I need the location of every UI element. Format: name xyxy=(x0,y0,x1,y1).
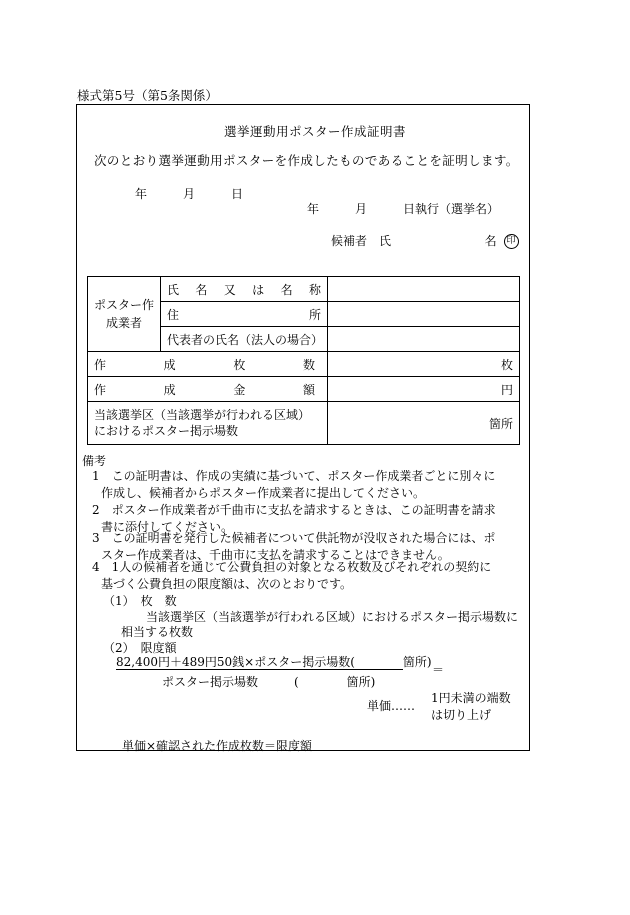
places-label-cell: 当該選挙区（当該選挙が行われる区域） におけるポスター掲示場数 xyxy=(88,402,328,445)
formula-numerator: 82,400円＋489円50銭×ポスター掲示場数( 箇所) xyxy=(116,655,432,669)
sub-item-limit-label: （2） 限度額 xyxy=(103,641,177,655)
address-value-cell[interactable] xyxy=(328,302,520,327)
formula-equals: ＝ xyxy=(432,663,445,677)
sub-item-count-text-1: 当該選挙区（当該選挙が行われる区域）におけるポスター掲示場数に xyxy=(146,610,519,624)
representative-value-cell[interactable] xyxy=(328,327,520,352)
limit-formula: 単価×確認された作成枚数＝限度額 xyxy=(122,739,313,753)
document-title: 選挙運動用ポスター作成証明書 xyxy=(223,124,406,139)
poster-maker-table xyxy=(87,276,520,445)
election-date-field[interactable]: 年 月 日執行（選挙名） xyxy=(307,202,500,216)
form-id: 様式第5号（第5条関係） xyxy=(77,88,218,103)
note-2: 2 ポスター作成業者が千曲市に支払を請求するときは、この証明書を請求 書に添付してください。 xyxy=(92,503,496,534)
count-label-cell: 作 成 枚 数 xyxy=(88,352,328,377)
note-4: 4 1人の候補者を通じて公費負担の対象となる枚数及びそれぞれの契約に 基づく公費負担の限度額は、次のとおりです。 xyxy=(92,560,492,591)
candidate-name-field[interactable] xyxy=(331,232,519,249)
name-value-cell[interactable] xyxy=(328,277,520,302)
representative-label-cell: 代表者の氏名（法人の場合） xyxy=(161,327,328,352)
amount-value-cell[interactable]: 円 xyxy=(328,377,520,402)
notes-title: 備考 xyxy=(82,454,107,468)
note-1: 1 この証明書は、作成の実績に基づいて、ポスター作成業者ごとに別々に 作成し、候補者からポスター作成業者に提出してください。 xyxy=(92,469,496,500)
address-label-cell: 住 所 xyxy=(161,302,328,327)
certification-statement: 次のとおり選挙運動用ポスターを作成したものであることを証明します。 xyxy=(94,153,519,168)
unit-price-label: 単価…… xyxy=(367,699,416,713)
sub-item-count-label: （1） 枚 数 xyxy=(103,594,177,608)
candidate-label: 候補者 氏 xyxy=(331,234,392,248)
sub-item-count-text-2: 相当する枚数 xyxy=(121,625,194,639)
name-label-cell: 氏 名 又 は 名 称 xyxy=(161,277,328,302)
note-3: 3 この証明書を発行した候補者について供託物が没収された場合には、ポ スター作成業者は、千曲市に支払を請求することはできません。 xyxy=(92,531,496,562)
amount-label-cell: 作 成 金 額 xyxy=(88,377,328,402)
candidate-name-label: 名 xyxy=(484,234,497,248)
poster-maker-group-label: ポスター作成業者 xyxy=(88,277,161,352)
seal-icon: 印 xyxy=(504,234,519,249)
rounding-note: 1円未満の端数 は切り上げ xyxy=(431,691,511,722)
places-value-cell[interactable]: 箇所 xyxy=(328,402,520,445)
formula-denominator: ポスター掲示場数 ( 箇所) xyxy=(162,675,376,689)
formula-divider xyxy=(116,669,403,670)
count-value-cell[interactable]: 枚 xyxy=(328,352,520,377)
issue-date-field[interactable]: 年 月 日 xyxy=(135,187,244,201)
